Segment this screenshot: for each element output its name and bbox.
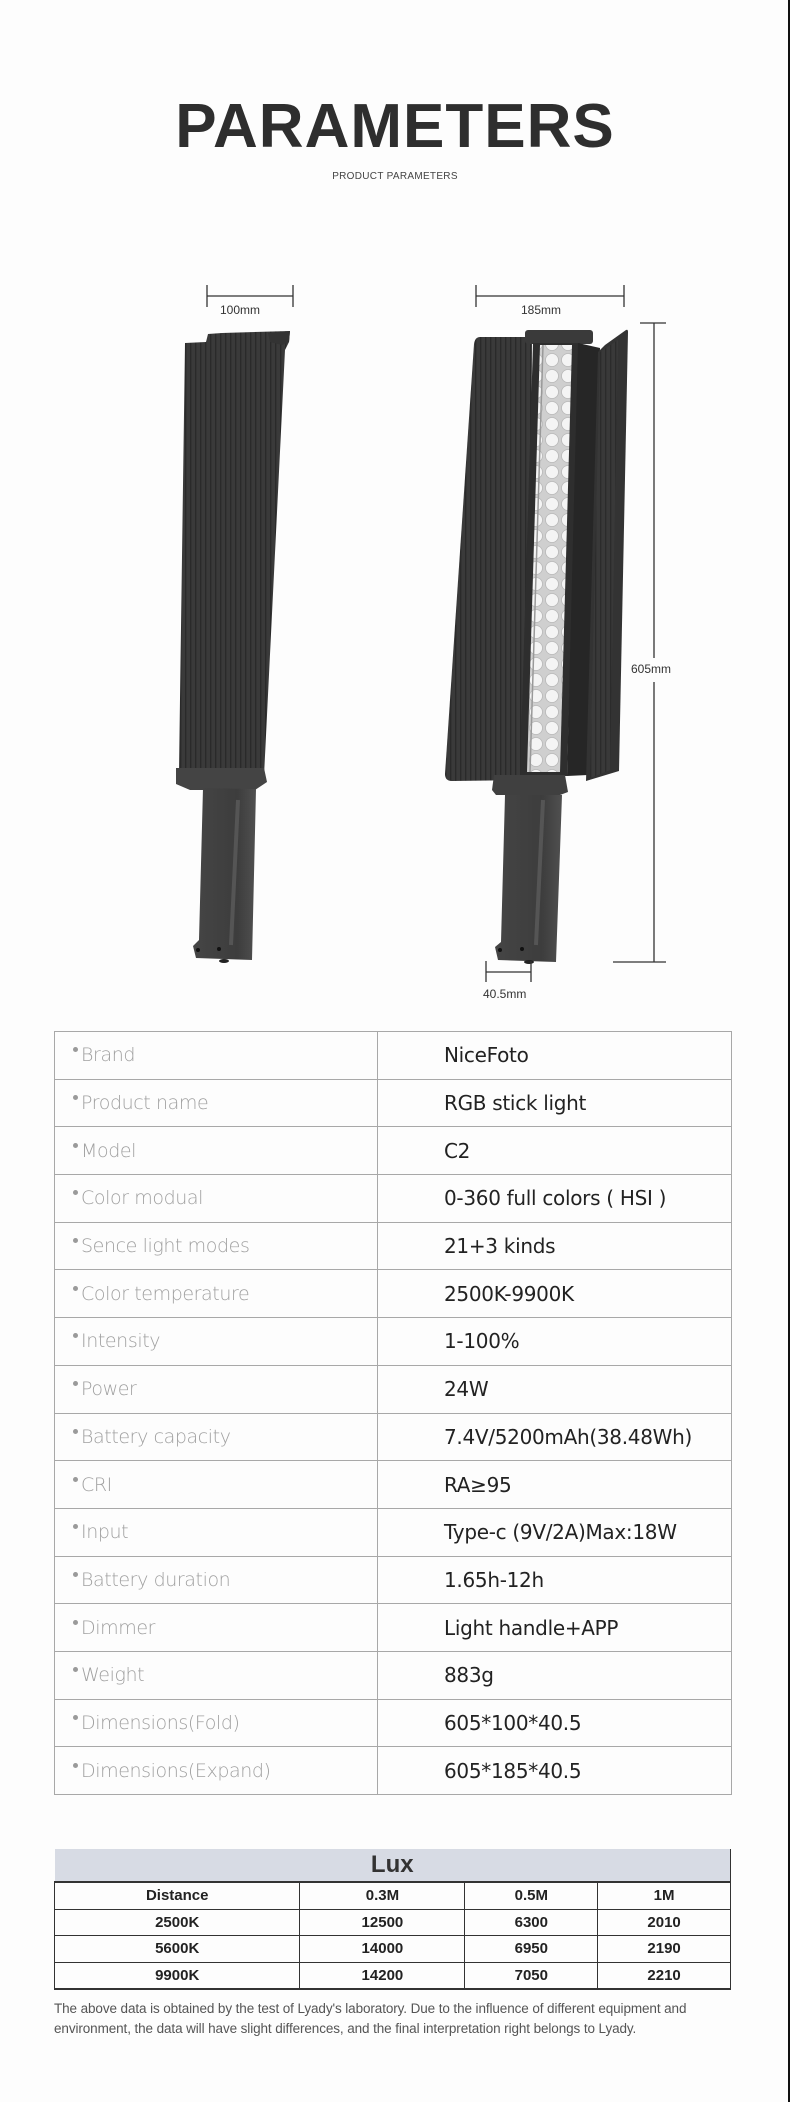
spec-row — [55, 1318, 732, 1366]
lux-row — [55, 1936, 731, 1963]
spec-row — [55, 1127, 732, 1175]
bullet-icon — [73, 1095, 78, 1100]
spec-row — [55, 1365, 732, 1413]
spec-value: RA≥95 — [378, 1461, 732, 1509]
lux-cell: 12500 — [300, 1909, 465, 1936]
bullet-icon — [73, 1572, 78, 1577]
spec-value: Type-c (9V/2A)Max:18W — [378, 1508, 732, 1556]
spec-value: 7.4V/5200mAh(38.48Wh) — [378, 1413, 732, 1461]
lux-cell: 2210 — [598, 1962, 731, 1989]
spec-label: Intensity — [81, 1330, 161, 1353]
depth-label: 40.5mm — [483, 987, 527, 1001]
bullet-icon — [73, 1381, 78, 1386]
spec-label: Brand — [81, 1044, 135, 1067]
spec-label: CRI — [81, 1473, 112, 1496]
footnote: The above data is obtained by the test of Lyady's laboratory. Due to the influence of different equipment and environment, the data will have slight differences, and the final interpretation right belongs to Lyady. — [54, 2001, 687, 2036]
page-subtitle: PRODUCT PARAMETERS — [332, 171, 458, 182]
lux-table-caption: Lux — [55, 1849, 731, 1882]
bullet-icon — [73, 1286, 78, 1291]
spec-value: RGB stick light — [378, 1079, 732, 1127]
spec-label: Power — [81, 1378, 137, 1401]
spec-label: Sence light modes — [81, 1235, 250, 1258]
spec-row — [55, 1556, 732, 1604]
folded-light — [176, 331, 290, 963]
lux-header-cell: 0.5M — [465, 1882, 598, 1909]
spec-row — [55, 1604, 732, 1652]
spec-label: Dimmer — [81, 1616, 156, 1639]
spec-label: Dimensions(Expand) — [81, 1759, 271, 1782]
bullet-icon — [73, 1477, 78, 1482]
bullet-icon — [73, 1143, 78, 1148]
spec-row — [55, 1079, 732, 1127]
spec-value: Light handle+APP — [378, 1604, 732, 1652]
spec-row — [55, 1461, 732, 1509]
expanded-light — [445, 330, 628, 964]
spec-label: Model — [81, 1139, 137, 1162]
spec-label: Color temperature — [81, 1282, 250, 1305]
bullet-icon — [73, 1667, 78, 1672]
lux-header-row — [55, 1882, 731, 1909]
bullet-icon — [73, 1190, 78, 1195]
expanded-width-label: 185mm — [521, 303, 562, 317]
spec-row — [55, 1747, 732, 1795]
lux-row — [55, 1909, 731, 1936]
stick-light-drawing — [0, 270, 790, 1010]
spec-row — [55, 1651, 732, 1699]
lux-cell: 6950 — [465, 1936, 598, 1963]
spec-row — [55, 1222, 732, 1270]
spec-value: 605*100*40.5 — [378, 1699, 732, 1747]
spec-value: 605*185*40.5 — [378, 1747, 732, 1795]
spec-table — [54, 1031, 732, 1795]
lux-header-cell: 0.3M — [300, 1882, 465, 1909]
lux-row — [55, 1962, 731, 1989]
spec-row — [55, 1032, 732, 1080]
lux-header-cell: Distance — [55, 1882, 300, 1909]
spec-label: Input — [81, 1521, 129, 1544]
lux-cell: 2010 — [598, 1909, 731, 1936]
spec-value: 24W — [378, 1365, 732, 1413]
spec-label: Dimensions(Fold) — [81, 1711, 240, 1734]
depth-dimension — [486, 961, 531, 982]
spec-value: 883g — [378, 1651, 732, 1699]
spec-row — [55, 1508, 732, 1556]
bullet-icon — [73, 1715, 78, 1720]
spec-value: 21+3 kinds — [378, 1222, 732, 1270]
spec-row — [55, 1270, 732, 1318]
spec-value: NiceFoto — [378, 1032, 732, 1080]
page-title: PARAMETERS — [175, 92, 615, 161]
lux-cell: 5600K — [55, 1936, 300, 1963]
spec-label: Product name — [81, 1092, 209, 1115]
spec-label: Weight — [81, 1664, 145, 1687]
spec-value: 1-100% — [378, 1318, 732, 1366]
product-illustration — [0, 270, 790, 1010]
lux-header-cell: 1M — [598, 1882, 731, 1909]
bullet-icon — [73, 1620, 78, 1625]
lux-table — [54, 1849, 731, 1990]
bullet-icon — [73, 1333, 78, 1338]
spec-label: Color modual — [81, 1187, 204, 1210]
spec-row — [55, 1699, 732, 1747]
lux-cell: 2500K — [55, 1909, 300, 1936]
bullet-icon — [73, 1763, 78, 1768]
spec-label: Battery duration — [81, 1568, 231, 1591]
spec-value: 2500K-9900K — [378, 1270, 732, 1318]
lux-cell: 14200 — [300, 1962, 465, 1989]
bullet-icon — [73, 1524, 78, 1529]
lux-cell: 6300 — [465, 1909, 598, 1936]
lux-cell: 14000 — [300, 1936, 465, 1963]
bullet-icon — [73, 1047, 78, 1052]
spec-row — [55, 1175, 732, 1223]
spec-value: 1.65h-12h — [378, 1556, 732, 1604]
spec-value: 0-360 full colors ( HSI ) — [378, 1175, 732, 1223]
spec-label: Battery capacity — [81, 1425, 231, 1448]
lux-cell: 9900K — [55, 1962, 300, 1989]
bullet-icon — [73, 1238, 78, 1243]
bullet-icon — [73, 1429, 78, 1434]
lux-cell: 7050 — [465, 1962, 598, 1989]
spec-value: C2 — [378, 1127, 732, 1175]
spec-row — [55, 1413, 732, 1461]
lux-cell: 2190 — [598, 1936, 731, 1963]
folded-width-label: 100mm — [220, 303, 261, 317]
height-label: 605mm — [631, 662, 672, 676]
